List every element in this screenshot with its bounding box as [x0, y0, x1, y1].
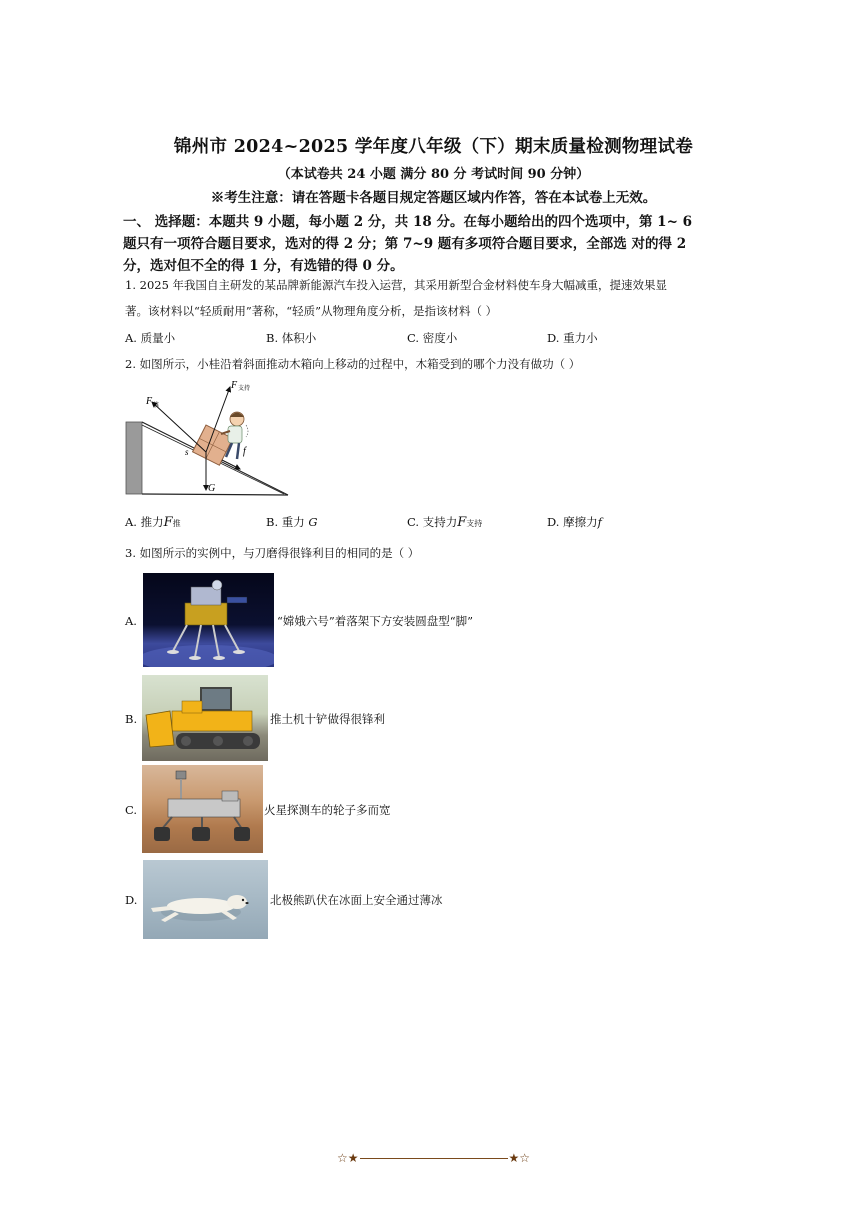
- q1-option-d: D. 重力小: [547, 331, 598, 345]
- q3-option-d-letter: D.: [125, 893, 138, 907]
- section1-line1: 一、 选择题：本题共 9 小题，每小题 2 分，共 18 分。在每小题给出的四个选项中，第 1~ 6: [123, 214, 692, 230]
- mars-rover-illustration: [142, 765, 263, 853]
- q1-line1: 1. 2025 年我国自主研发的某品牌新能源汽车投入运营，其采用新型合金材料使车身大幅减重，提速效果显: [125, 278, 668, 292]
- q3-option-a-caption: “嫦娥六号”着落架下方安装圆盘型“脚”: [277, 614, 474, 628]
- wall-block: [126, 422, 142, 494]
- polar-bear-photo: [143, 860, 268, 939]
- q2-option-a: [125, 514, 181, 530]
- footer-stars-right: ★☆: [508, 1151, 531, 1165]
- bulldozer-photo: [142, 675, 268, 761]
- incline-diagram: [124, 377, 294, 499]
- page-footer: [0, 1151, 867, 1165]
- q3-text: 3. 如图所示的实例中，与刀磨得很锋利目的相同的是（ ）: [125, 546, 420, 560]
- label-f-support: F: [231, 380, 238, 391]
- lander-photo: [143, 573, 274, 667]
- q3-option-b-caption: 推土机十铲做得很锋利: [270, 712, 385, 726]
- q3-option-a-letter: A.: [125, 614, 137, 628]
- friction-arrow: [222, 460, 240, 469]
- exam-notice: ※考生注意：请在答题卡各题目规定答题区域内作答，答在本试卷上无效。: [210, 190, 657, 206]
- bulldozer-illustration: [142, 675, 268, 761]
- q1-option-a: A. 质量小: [125, 331, 176, 345]
- q2-option-d-var: f: [597, 515, 602, 529]
- q1-option-b: B. 体积小: [266, 331, 317, 345]
- page-title: 锦州市 2024~2025 学年度八年级（下）期末质量检测物理试卷: [173, 137, 694, 157]
- q3-option-b-letter: B.: [125, 712, 138, 726]
- q2-option-b: [266, 514, 318, 530]
- lunar-lander-illustration: [143, 573, 274, 667]
- push-force-arrow: [152, 402, 206, 452]
- q2-option-a-prefix: A. 推力: [125, 515, 164, 529]
- q2-option-a-var: F: [163, 515, 173, 530]
- exam-subtitle: （本试卷共 24 小题 满分 80 分 考试时间 90 分钟）: [277, 167, 590, 182]
- q2-option-d-prefix: D. 摩擦力: [547, 515, 598, 529]
- q2-option-b-var: G: [308, 515, 318, 529]
- incline-figure: [124, 377, 294, 499]
- label-f-push: F: [146, 396, 153, 407]
- ground-line: [142, 494, 288, 495]
- q3-option-d-caption: 北极熊趴伏在冰面上安全通过薄冰: [270, 893, 443, 907]
- q2-option-a-sub: 推: [172, 519, 181, 528]
- q1-line2: 著。该材料以“轻质耐用”著称，“轻质”从物理角度分析，是指该材料（ ）: [125, 304, 498, 318]
- footer-stars-left: ☆★: [336, 1151, 359, 1165]
- q2-option-b-prefix: B. 重力: [266, 515, 305, 529]
- label-f-support-sub: 支持: [238, 386, 251, 392]
- q3-option-c-letter: C.: [125, 803, 138, 817]
- section1-line3: 分，选对但不全的得 1 分，有选错的得 0 分。: [123, 258, 404, 274]
- label-gravity: G: [208, 483, 216, 494]
- mars-rover-photo: [142, 765, 263, 853]
- label-friction: f: [243, 446, 246, 457]
- q2-option-c-prefix: C. 支持力: [407, 515, 458, 529]
- q2-text: 2. 如图所示，小桂沿着斜面推动木箱向上移动的过程中，木箱受到的哪个力没有做功（ ）: [125, 357, 581, 371]
- section1-line2: 题只有一项符合题目要求，选对的得 2 分；第 7~9 题有多项符合题目要求，全部选 对的得 2: [123, 236, 687, 252]
- q2-option-c-sub: 支持: [466, 519, 483, 528]
- footer-divider: [360, 1158, 508, 1159]
- label-f-push-sub: 推: [153, 403, 160, 409]
- q3-option-c-caption: 火星探测车的轮子多而宽: [264, 803, 391, 817]
- polar-bear-illustration: [143, 860, 268, 939]
- q2-option-c-var: F: [457, 515, 467, 530]
- q1-option-c: C. 密度小: [407, 331, 458, 345]
- q2-option-c: [407, 514, 482, 530]
- q2-option-d: [547, 514, 602, 530]
- label-s: s: [185, 447, 189, 457]
